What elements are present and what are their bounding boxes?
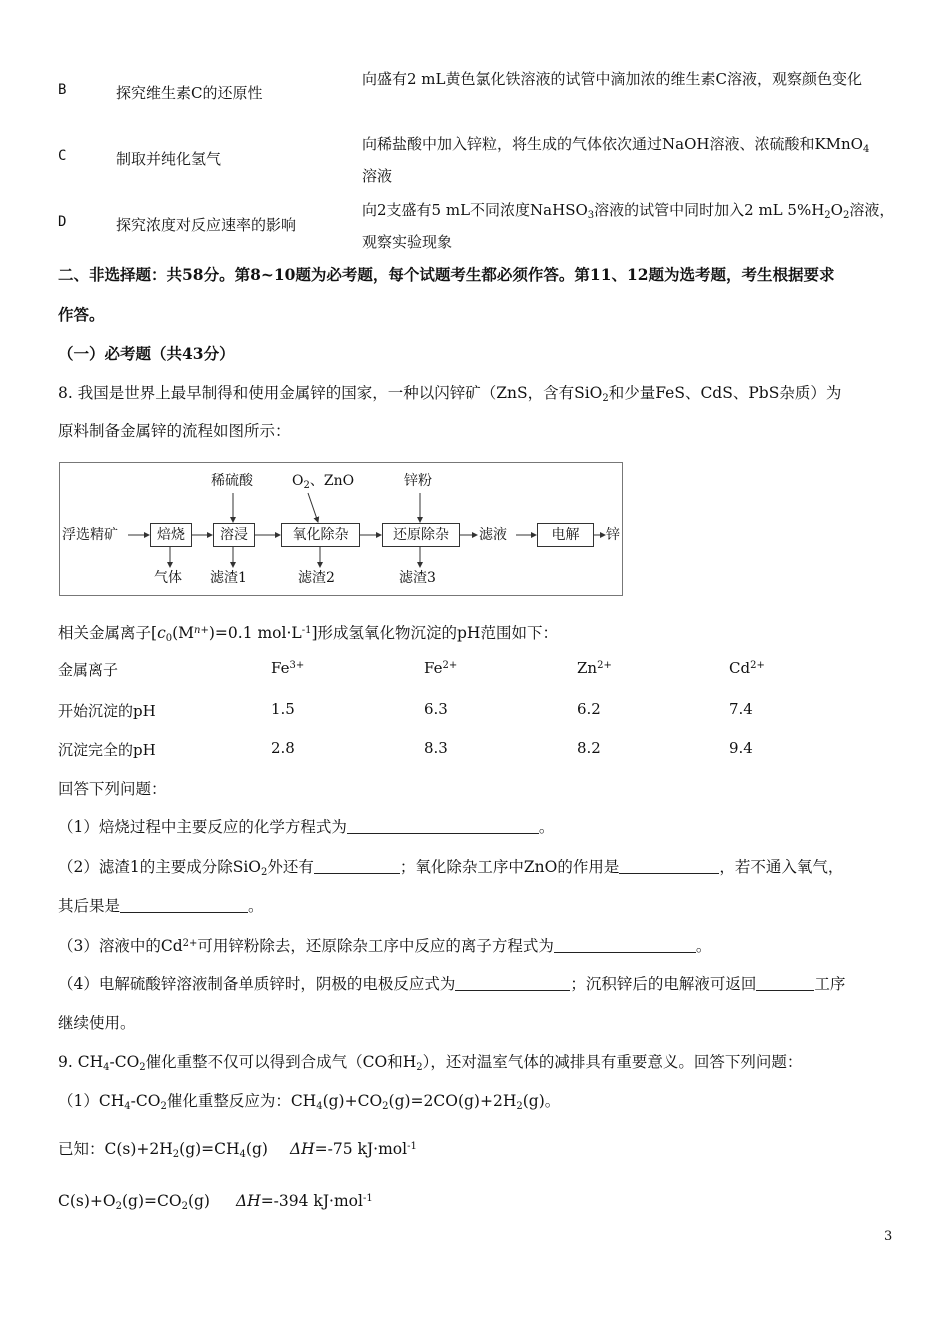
answer-blank[interactable] xyxy=(347,819,539,834)
q9-part-1: $(1)CH_4-CO_2$催化重整反应为：$CH_4(g)+CO_2(g)=2CO(g)+2H_2(g)$。 xyxy=(58,1092,561,1112)
q8-part-4-cont: 继续使用。 xyxy=(58,1014,136,1032)
section-heading-cont: 作答。 xyxy=(58,305,105,324)
answer-blank[interactable] xyxy=(455,976,570,991)
input-oxidant: $O_2$、ZnO xyxy=(292,473,355,491)
option-b-description: 向盛有2 mL黄色氯化铁溶液的试管中滴加浓的维生素C溶液，观察颜色变化 xyxy=(362,70,862,88)
flow-filtrate-label: 滤液 xyxy=(479,527,507,543)
table-cell: 2.8 xyxy=(271,739,295,757)
answer-blank[interactable] xyxy=(619,859,719,874)
q9-known-eq1: 已知：$C(s)+2H_2(g)=CH_4(g)$ ΔH=-75 kJ·mol$^{-1}$ xyxy=(58,1140,417,1160)
input-zinc-powder: 锌粉 xyxy=(404,473,432,489)
q8-part-1: （1）焙烧过程中主要反应的化学方程式为 。 xyxy=(58,818,555,836)
q8-part-4: （4）电解硫酸锌溶液制备单质锌时，阴极的电极反应式为 ；沉积锌后的电解液可返回 工序 xyxy=(58,975,846,993)
ion-zn2: $Zn^{2+}$ xyxy=(577,659,612,677)
option-c-purpose: 制取并纯化氢气 xyxy=(116,150,222,168)
ion-cd2: $Cd^{2+}$ xyxy=(729,659,765,677)
q9-known-eq2: $C(s)+O_2(g)=CO_2(g)$ ΔH=-394 kJ·mol$^{-1}$ xyxy=(58,1192,373,1212)
table-cell: 8.3 xyxy=(424,739,448,757)
answer-blank[interactable] xyxy=(120,898,248,913)
answer-blank[interactable] xyxy=(756,976,814,991)
row-complete-label: 沉淀完全的pH xyxy=(58,741,156,759)
ion-fe2: $Fe^{2+}$ xyxy=(424,659,458,677)
option-c-letter: C xyxy=(58,148,67,164)
option-b-letter: B xyxy=(58,82,67,98)
q8-part-2: （2）滤渣1的主要成分除SiO$_2$外还有 ；氧化除杂工序中ZnO的作用是 ，若不通入氧气， xyxy=(58,858,844,878)
table-cell: 1.5 xyxy=(271,700,295,718)
step-oxidation: 氧化除杂 xyxy=(281,523,360,547)
table-cell: 9.4 xyxy=(729,739,753,757)
page-number: 3 xyxy=(884,1229,893,1244)
answer-intro: 回答下列问题： xyxy=(58,780,167,798)
option-b-purpose: 探究维生素C的还原性 xyxy=(116,84,263,102)
step-electrolysis: 电解 xyxy=(537,523,594,547)
q8-intro-cont: 原料制备金属锌的流程如图所示： xyxy=(58,422,291,440)
q9-intro: 9. $CH_4-CO_2$催化重整不仅可以得到合成气（CO和$H_2$），还对温室气体的减排具有重要意义。回答下列问题： xyxy=(58,1053,803,1073)
q8-intro: 8. 我国是世界上最早制得和使用金属锌的国家，一种以闪锌矿（ZnS，含有SiO$_2$和少量FeS、CdS、PbS杂质）为 xyxy=(58,384,842,404)
process-flowchart xyxy=(59,462,623,596)
answer-blank[interactable] xyxy=(314,859,400,874)
sub-heading: （一）必考题（共43分） xyxy=(58,344,235,363)
option-d-purpose: 探究浓度对反应速率的影响 xyxy=(116,216,297,234)
output-residue-2: 滤渣2 xyxy=(298,570,335,586)
output-residue-1: 滤渣1 xyxy=(210,570,247,586)
option-d-letter: D xyxy=(58,214,67,230)
step-leaching: 溶浸 xyxy=(213,523,255,547)
input-acid: 稀硫酸 xyxy=(211,473,253,489)
q8-part-3: （3）溶液中的$Cd^{2+}$可用锌粉除去，还原除杂工序中反应的离子方程式为 。 xyxy=(58,937,712,955)
output-residue-3: 滤渣3 xyxy=(399,570,436,586)
flow-start-label: 浮选精矿 xyxy=(62,527,118,543)
answer-blank[interactable] xyxy=(554,938,696,953)
flow-end-label: 锌 xyxy=(606,527,620,543)
table-cell: 7.4 xyxy=(729,700,753,718)
output-gas: 气体 xyxy=(154,570,182,586)
ion-fe3: $Fe^{3+}$ xyxy=(271,659,305,677)
option-d-description: 向2支盛有5 mL不同浓度NaHSO$_3$溶液的试管中同时加入2 mL $5\%H_2O_2$溶液，观察实验现象 xyxy=(362,201,895,251)
section-heading: 二、非选择题：共58分。第8~10题为必考题，每个试题考生都必须作答。第11、12题为选考题，考生根据要求 xyxy=(58,265,835,284)
q8-part-2-cont: 其后果是 。 xyxy=(58,897,264,915)
step-roasting: 焙烧 xyxy=(150,523,192,547)
table-header-label: 金属离子 xyxy=(58,661,119,679)
step-reduction: 还原除杂 xyxy=(382,523,460,547)
table-cell: 8.2 xyxy=(577,739,601,757)
row-start-label: 开始沉淀的pH xyxy=(58,702,156,720)
table-cell: 6.3 xyxy=(424,700,448,718)
ph-intro: 相关金属离子[$c_0(M^{n+})=0.1$ $mol\cdot L^{-1}$]形成氢氧化物沉淀的pH范围如下： xyxy=(58,624,558,644)
table-cell: 6.2 xyxy=(577,700,601,718)
option-c-description: 向稀盐酸中加入锌粒，将生成的气体依次通过NaOH溶液、浓硫酸和KMnO$_4$ 溶液 xyxy=(362,135,870,185)
